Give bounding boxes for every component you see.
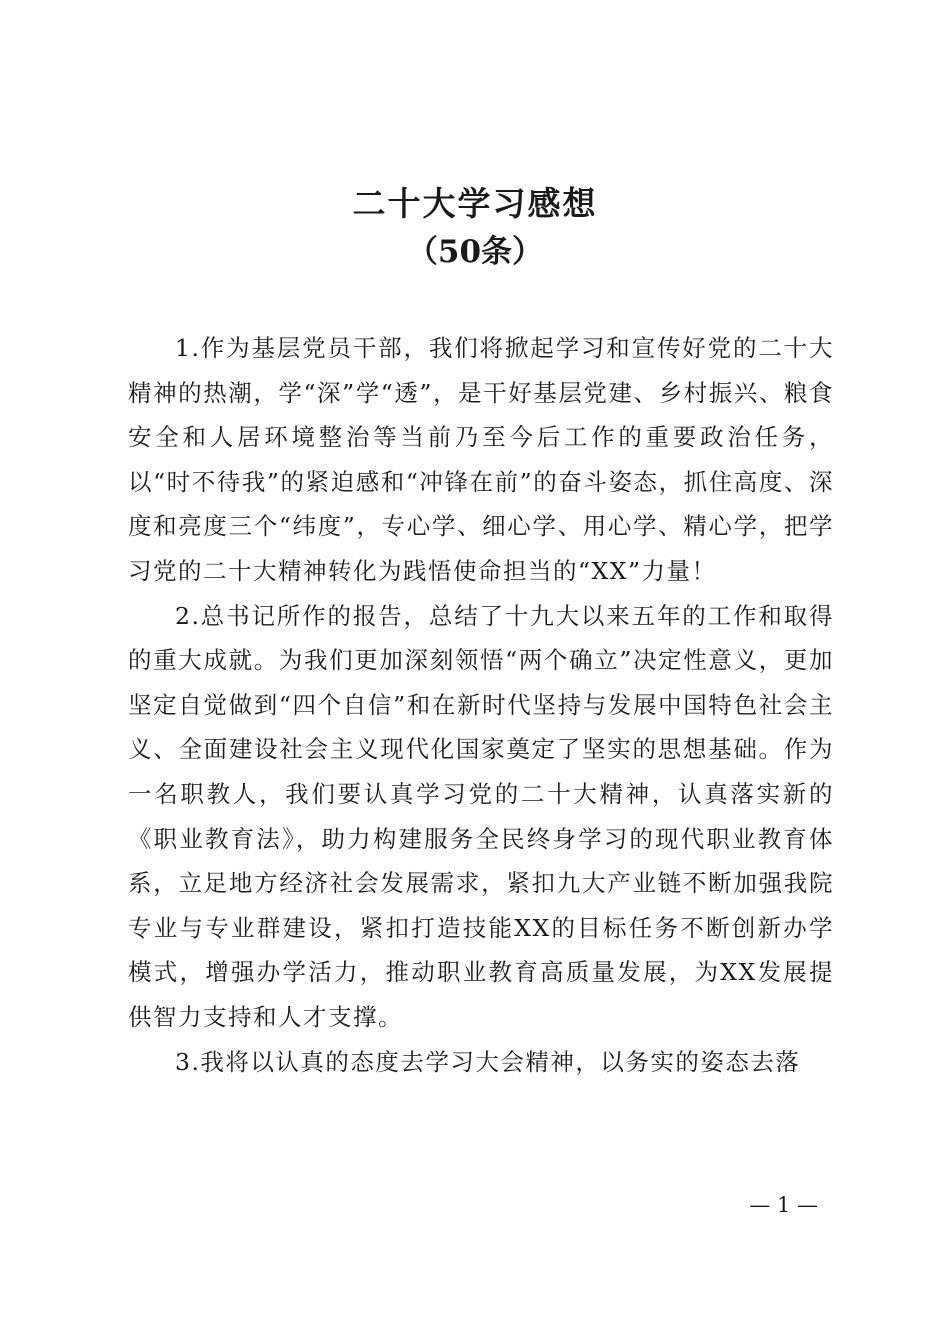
paragraph-3: 3.我将以认真的态度去学习大会精神，以务实的姿态去落 [175, 1047, 801, 1076]
page-number: — 1 — [749, 1193, 818, 1217]
document-body [128, 326, 834, 1084]
document-title: 二十大学习感想 [352, 184, 598, 223]
paragraph-1: 1.作为基层党员干部，我们将掀起学习和宣传好党的二十大精神的热潮，学“深”学“透”，是干好基层党建、乡村振兴、粮食安全和人居环境整治等当前乃至今后工作的重要政治任务，以“时不待我”的紧迫感和“冲锋在前”的奋斗姿态，抓住高度、深度和亮度三个“纬度”，专心学、细心学、用心学、精心学，把学习党的二十大精神转化为践悟使命担当的“XX”力量！ [128, 334, 834, 585]
document-subtitle: （50条） [406, 234, 544, 270]
paragraph-2: 2.总书记所作的报告，总结了十九大以来五年的工作和取得的重大成就。为我们更加深刻领悟“两个确立”决定性意义，更加坚定自觉做到“四个自信”和在新时代坚持与发展中国特色社会主义、全面建设社会主义现代化国家奠定了坚实的思想基础。作为一名职教人，我们要认真学习党的二十大精神，认真落实新的《职业教育法》，助力构建服务全民终身学习的现代职业教育体系，立足地方经济社会发展需求，紧扣九大产业链不断加强我院专业与专业群建设，紧扣打造技能XX的目标任务不断创新办学模式，增强办学活力，推动职业教育高质量发展，为XX发展提供智力支持和人才支撑。 [128, 601, 834, 1031]
